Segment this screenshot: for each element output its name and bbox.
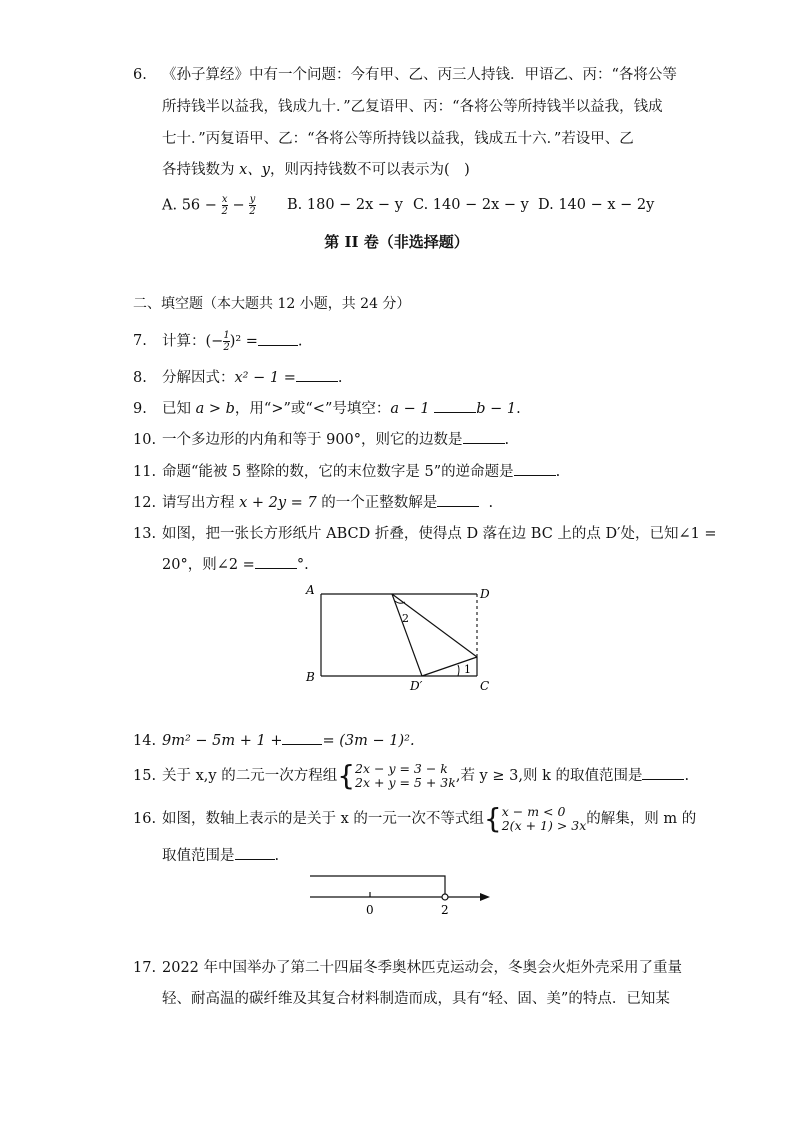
q11-end: . xyxy=(555,464,561,480)
q12-end: . xyxy=(488,495,494,511)
question-17-line-2: 轻、耐高温的碳纤维及其复合材料制造而成，具有“轻、固、美”的特点．已知某 xyxy=(162,991,670,1007)
question-6-line-2: 所持钱半以益我，钱成九十．”乙复语甲、丙：“各将公等所持钱半以益我，钱成 xyxy=(162,99,663,115)
q9-left: a − 1 xyxy=(390,401,430,417)
inequality-2: 2(x + 1) > 3x xyxy=(501,818,587,833)
frac-denominator: 2 xyxy=(223,342,230,353)
q8-expr: x² − 1 = xyxy=(234,370,296,386)
equation-1: 2x − y = 3 − k xyxy=(355,761,448,776)
label-d-prime: D′ xyxy=(410,679,423,692)
q12-pre: 请写出方程 xyxy=(162,495,240,511)
q7-end: . xyxy=(297,333,303,350)
section-2-title: 第 II 卷（非选择题） xyxy=(324,233,469,251)
folded-rectangle-figure xyxy=(300,582,500,692)
frac-numerator: 1 xyxy=(223,330,230,341)
answer-blank[interactable] xyxy=(296,367,338,382)
frac-numerator: y xyxy=(249,194,256,205)
question-16-number: 16. xyxy=(133,811,157,827)
frac-numerator: x xyxy=(221,194,228,205)
question-13-number: 13. xyxy=(133,526,157,542)
label-angle-1: 1 xyxy=(464,663,471,676)
q9-text2: ，用“>”或“<”号填空： xyxy=(234,401,391,417)
frac-denominator: 2 xyxy=(249,206,256,217)
open-circle-icon xyxy=(442,894,448,900)
option-a-label: A. xyxy=(162,197,182,214)
q11-text: 命题“能被 5 整除的数，它的末位数字是 5”的逆命题是 xyxy=(162,464,514,480)
question-14-number: 14. xyxy=(133,733,157,749)
question-12-number: 12. xyxy=(133,495,157,511)
question-10-number: 10. xyxy=(133,432,157,448)
q9-right: b − 1 xyxy=(476,401,517,417)
option-b: B. 180 − 2x − y xyxy=(287,197,403,213)
option-a-fraction-2 xyxy=(249,194,255,217)
folded-edge xyxy=(392,594,422,676)
answer-blank[interactable] xyxy=(282,730,322,745)
q16-post: 的解集，则 m 的 xyxy=(586,811,697,827)
question-9-number: 9. xyxy=(133,401,147,417)
question-6-line-4 xyxy=(162,159,470,181)
axis-arrow-icon xyxy=(480,893,490,901)
question-6-vars: x、y xyxy=(239,162,270,178)
question-8-text xyxy=(162,367,342,389)
solution-ray xyxy=(310,876,445,894)
equation-2: 2x + y = 5 + 3k xyxy=(355,775,456,790)
question-15-number: 15. xyxy=(133,768,157,784)
q15-post: ,若 y ≥ 3,则 k 的取值范围是 xyxy=(455,768,643,784)
answer-blank[interactable] xyxy=(235,845,275,860)
q10-end: . xyxy=(504,432,510,448)
q10-text: 一个多边形的内角和等于 900°，则它的边数是 xyxy=(162,432,463,448)
answer-blank[interactable] xyxy=(437,492,479,507)
question-13-line-1: 如图，把一张长方形纸片 ABCD 折叠，使得点 D 落在边 BC 上的点 D′处，已知∠1 = xyxy=(162,526,717,542)
option-a-mid: − xyxy=(227,197,250,214)
option-c: C. 140 − 2x − y xyxy=(413,197,529,213)
question-16-line-2 xyxy=(162,845,279,867)
q13-line2-pre: 20°，则∠2 = xyxy=(162,557,255,573)
q14-post: = (3m − 1)². xyxy=(322,733,415,749)
question-7-number: 7. xyxy=(133,333,147,349)
angle-1-arc xyxy=(458,665,459,676)
q14-pre: 9m² − 5m + 1 + xyxy=(162,733,283,749)
answer-blank[interactable] xyxy=(258,331,298,346)
fill-in-section-title: 二、填空题（本大题共 12 小题，共 24 分） xyxy=(133,296,411,312)
question-12-text xyxy=(162,492,493,514)
question-17-line-1: 2022 年中国举办了第二十四届冬季奥林匹克运动会，冬奥会火炬外壳采用了重量 xyxy=(162,960,683,976)
q15-system xyxy=(355,762,456,790)
question-6-line-1: 《孙子算经》中有一个问题：今有甲、乙、丙三人持钱．甲语乙、丙：“各将公等 xyxy=(162,67,677,83)
question-6-line-3: 七十．”丙复语甲、乙：“各将公等所持钱以益我，钱成五十六．”若设甲、乙 xyxy=(162,131,634,147)
question-6-line-4-pre: 各持钱数为 xyxy=(162,162,240,178)
question-14-text xyxy=(162,730,415,752)
q7-post: )² = xyxy=(229,333,258,350)
q7-pre: 计算：(− xyxy=(162,333,224,350)
label-c: C xyxy=(480,679,490,692)
answer-blank[interactable] xyxy=(463,429,505,444)
question-13-line-2 xyxy=(162,554,309,576)
question-11-text xyxy=(162,461,560,483)
q12-expr: x + 2y = 7 xyxy=(239,495,317,511)
question-6-number: 6. xyxy=(133,67,147,83)
q16-end: . xyxy=(274,848,280,864)
option-a-pre: 56 − xyxy=(181,197,222,214)
q16-line2: 取值范围是 xyxy=(162,848,235,864)
q9-text1: 已知 xyxy=(162,401,196,417)
q8-pre: 分解因式： xyxy=(162,370,235,386)
label-d: D xyxy=(480,587,490,601)
question-6-line-4-post: ，则丙持钱数不可以表示为( ) xyxy=(269,162,470,178)
inequality-1: x − m < 0 xyxy=(501,804,566,819)
q15-end: . xyxy=(684,768,690,784)
frac-denominator: 2 xyxy=(221,206,228,217)
number-line-figure xyxy=(300,866,500,922)
question-7-text xyxy=(162,330,303,353)
q8-end: . xyxy=(337,370,343,386)
question-16-line-1 xyxy=(162,801,696,837)
label-angle-2: 2 xyxy=(402,612,409,625)
question-15-text xyxy=(162,758,689,794)
left-brace: { xyxy=(337,759,356,792)
q16-system xyxy=(502,805,587,833)
q15-pre: 关于 x,y 的二元一次方程组 xyxy=(162,768,338,784)
option-a xyxy=(162,194,256,217)
answer-blank[interactable] xyxy=(434,398,476,413)
q9-end: . xyxy=(516,401,521,417)
q16-pre: 如图，数轴上表示的是关于 x 的一元一次不等式组 xyxy=(162,811,484,827)
question-10-text xyxy=(162,429,509,451)
q12-post: 的一个正整数解是 xyxy=(316,495,438,511)
label-b: B xyxy=(306,670,315,684)
left-brace: { xyxy=(483,802,502,835)
tick-label-2: 2 xyxy=(441,903,449,917)
answer-blank[interactable] xyxy=(514,461,556,476)
answer-blank[interactable] xyxy=(255,554,297,569)
q9-cond: a > b xyxy=(195,401,235,417)
q13-line2-end: °. xyxy=(296,557,309,573)
question-17-number: 17. xyxy=(133,960,157,976)
question-11-number: 11. xyxy=(133,464,157,480)
question-8-number: 8. xyxy=(133,370,147,386)
question-9-text xyxy=(162,398,521,420)
option-d: D. 140 − x − 2y xyxy=(538,197,655,213)
label-a: A xyxy=(306,583,315,597)
fold-line xyxy=(392,594,477,657)
tick-label-0: 0 xyxy=(366,903,374,917)
answer-blank[interactable] xyxy=(642,765,684,780)
